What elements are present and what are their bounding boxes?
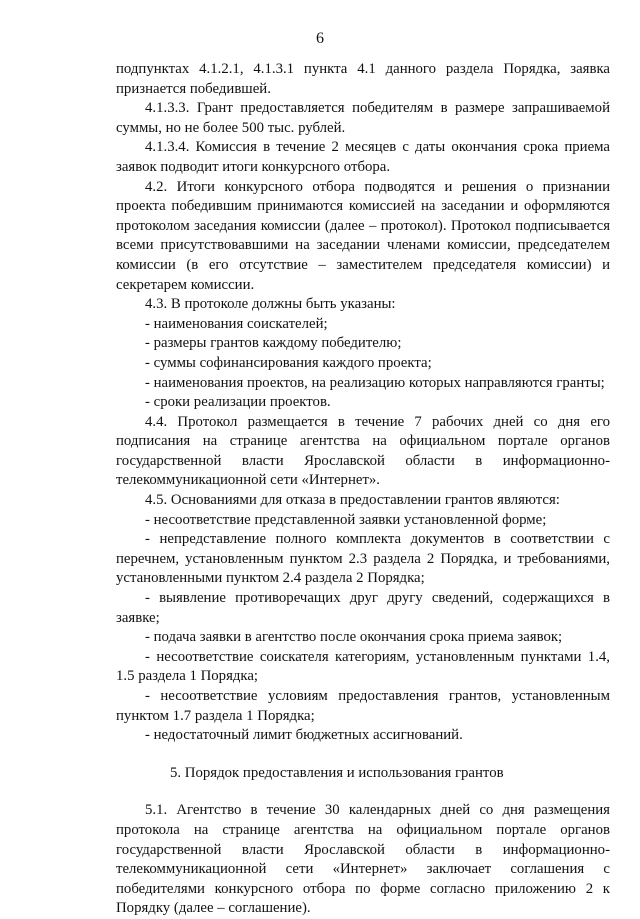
paragraph: 4.1.3.3. Грант предоставляется победителям в размере запрашиваемой суммы, но не более 500 тыс. рублей. — [116, 100, 610, 136]
paragraph: 4.3. В протоколе должны быть указаны: — [145, 296, 396, 313]
list-item: - непредставление полного комплекта документов в соответствии с перечнем, установленным пунктом 2.3 раздела 2 Порядка, и требованиями, установленными пунктом 2.4 раздела 2 Порядка; — [116, 531, 610, 587]
list-item: - размеры грантов каждому победителю; — [145, 335, 402, 352]
list-item: - выявление противоречащих друг другу сведений, содержащихся в заявке; — [116, 590, 610, 626]
list-item: - несоответствие представленной заявки установленной форме; — [145, 511, 547, 528]
list-item: - наименования соискателей; — [145, 315, 328, 332]
list-item: - наименования проектов, на реализацию которых направляются гранты; — [145, 374, 605, 391]
list-item: - сроки реализации проектов. — [145, 394, 331, 411]
section-heading: 5. Порядок предоставления и использования грантов — [170, 764, 504, 781]
list-item: - суммы софинансирования каждого проекта; — [145, 354, 432, 371]
list-item: - подача заявки в агентство после окончания срока приема заявок; — [145, 629, 563, 646]
page-number: 6 — [316, 30, 324, 47]
list-item: - несоответствие условиям предоставления грантов, установленным пунктом 1.7 раздела 1 Порядка; — [116, 688, 610, 724]
paragraph: 4.2. Итоги конкурсного отбора подводятся и решения о признании проекта победившим принимаются комиссией на заседании и оформляются протоколом заседания комиссии (далее – протокол). Протокол подписывается всеми присутствовавшими на заседании членами комиссии, председателем комиссии (в его отсутствие – заместителем председателя комиссии) и секретарем комиссии. — [116, 178, 610, 293]
document-body — [116, 60, 610, 919]
paragraph: 5.1. Агентство в течение 30 календарных дней со дня размещения протокола на странице агентства на официальном портале органов государственной власти Ярославской области в информационно-телекоммуникационной сети «Интернет» заключает соглашения с победителями конкурсного отбора по форме согласно приложению 2 к Порядку (далее – соглашение). — [116, 802, 610, 917]
paragraph: 4.4. Протокол размещается в течение 7 рабочих дней со дня его подписания на странице агентства на официальном портале органов государственной власти Ярославской области в информационно-телекоммуникационной сети «Интернет». — [116, 413, 610, 489]
paragraph: подпунктах 4.1.2.1, 4.1.3.1 пункта 4.1 данного раздела Порядка, заявка признается победившей. — [116, 61, 610, 97]
paragraph: 4.5. Основаниями для отказа в предоставлении грантов являются: — [145, 492, 560, 509]
paragraph: 4.1.3.4. Комиссия в течение 2 месяцев с даты окончания срока приема заявок подводит итоги конкурсного отбора. — [116, 139, 610, 175]
list-item: - недостаточный лимит бюджетных ассигнований. — [145, 727, 463, 744]
list-item: - несоответствие соискателя категориям, установленным пунктами 1.4, 1.5 раздела 1 Порядка; — [116, 648, 610, 685]
